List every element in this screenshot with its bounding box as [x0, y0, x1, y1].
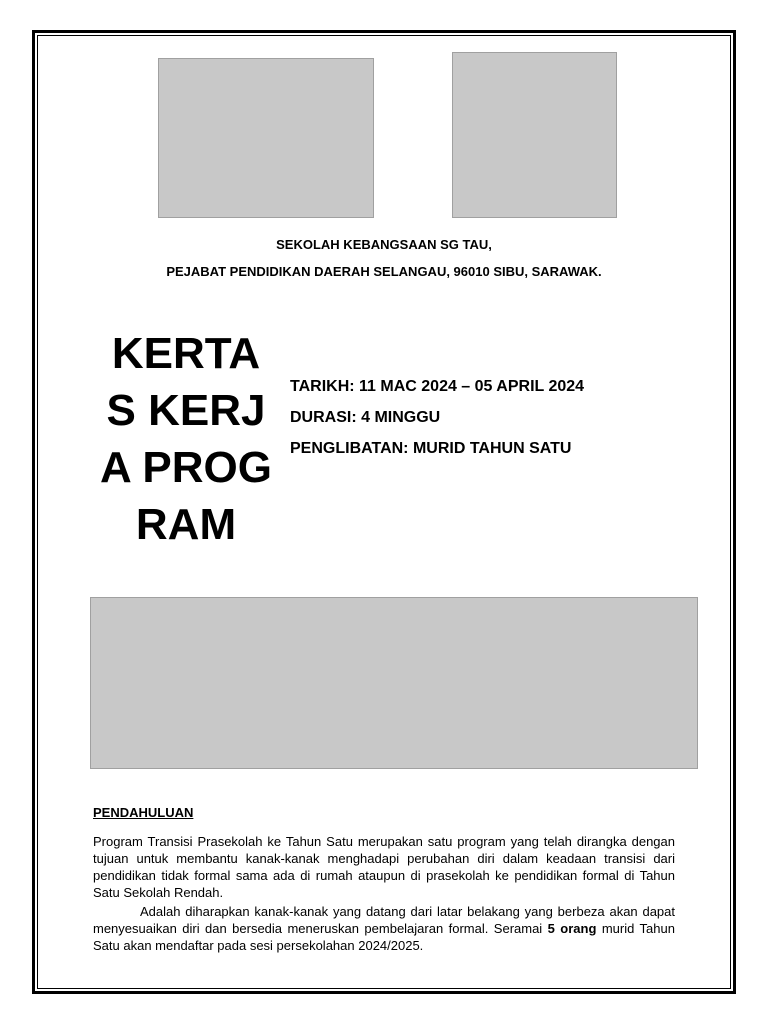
- section-heading: PENDAHULUAN: [93, 805, 194, 820]
- document-title: KERTAS KERJA PROGRAM: [100, 329, 272, 549]
- image-placeholder: [90, 597, 698, 769]
- paragraph-text: murid Tahun Satu akan mendaftar pada sesi persekolahan 2024/2025.: [93, 921, 675, 953]
- image-placeholder: [452, 52, 617, 218]
- student-count: 5 orang: [547, 921, 597, 936]
- info-durasi: DURASI: 4 MINGGU: [290, 409, 441, 426]
- paragraph-text: Adalah diharapkan kanak-kanak yang datang dari latar belakang yang berbeza akan dapat menyesuaikan diri dan bersedia meneruskan pembelajaran formal. Seramai: [93, 904, 675, 936]
- paragraph-intro: Program Transisi Prasekolah ke Tahun Satu merupakan satu program yang telah dirangka dengan tujuan untuk membantu kanak-kanak menghadapi perubahan diri dalam keadaan transisi dari pendidikan tidak formal sama ada di rumah ataupun di prasekolah ke pendidikan formal di Tahun Satu Sekolah Rendah.: [93, 834, 675, 900]
- paragraph-expectation: [93, 903, 675, 954]
- info-penglibatan: PENGLIBATAN: MURID TAHUN SATU: [290, 440, 572, 457]
- info-tarikh: TARIKH: 11 MAC 2024 – 05 APRIL 2024: [290, 378, 585, 395]
- school-address: PEJABAT PENDIDIKAN DAERAH SELANGAU, 96010 SIBU, SARAWAK.: [166, 264, 602, 279]
- image-placeholder: [158, 58, 374, 218]
- school-name: SEKOLAH KEBANGSAAN SG TAU,: [276, 237, 492, 252]
